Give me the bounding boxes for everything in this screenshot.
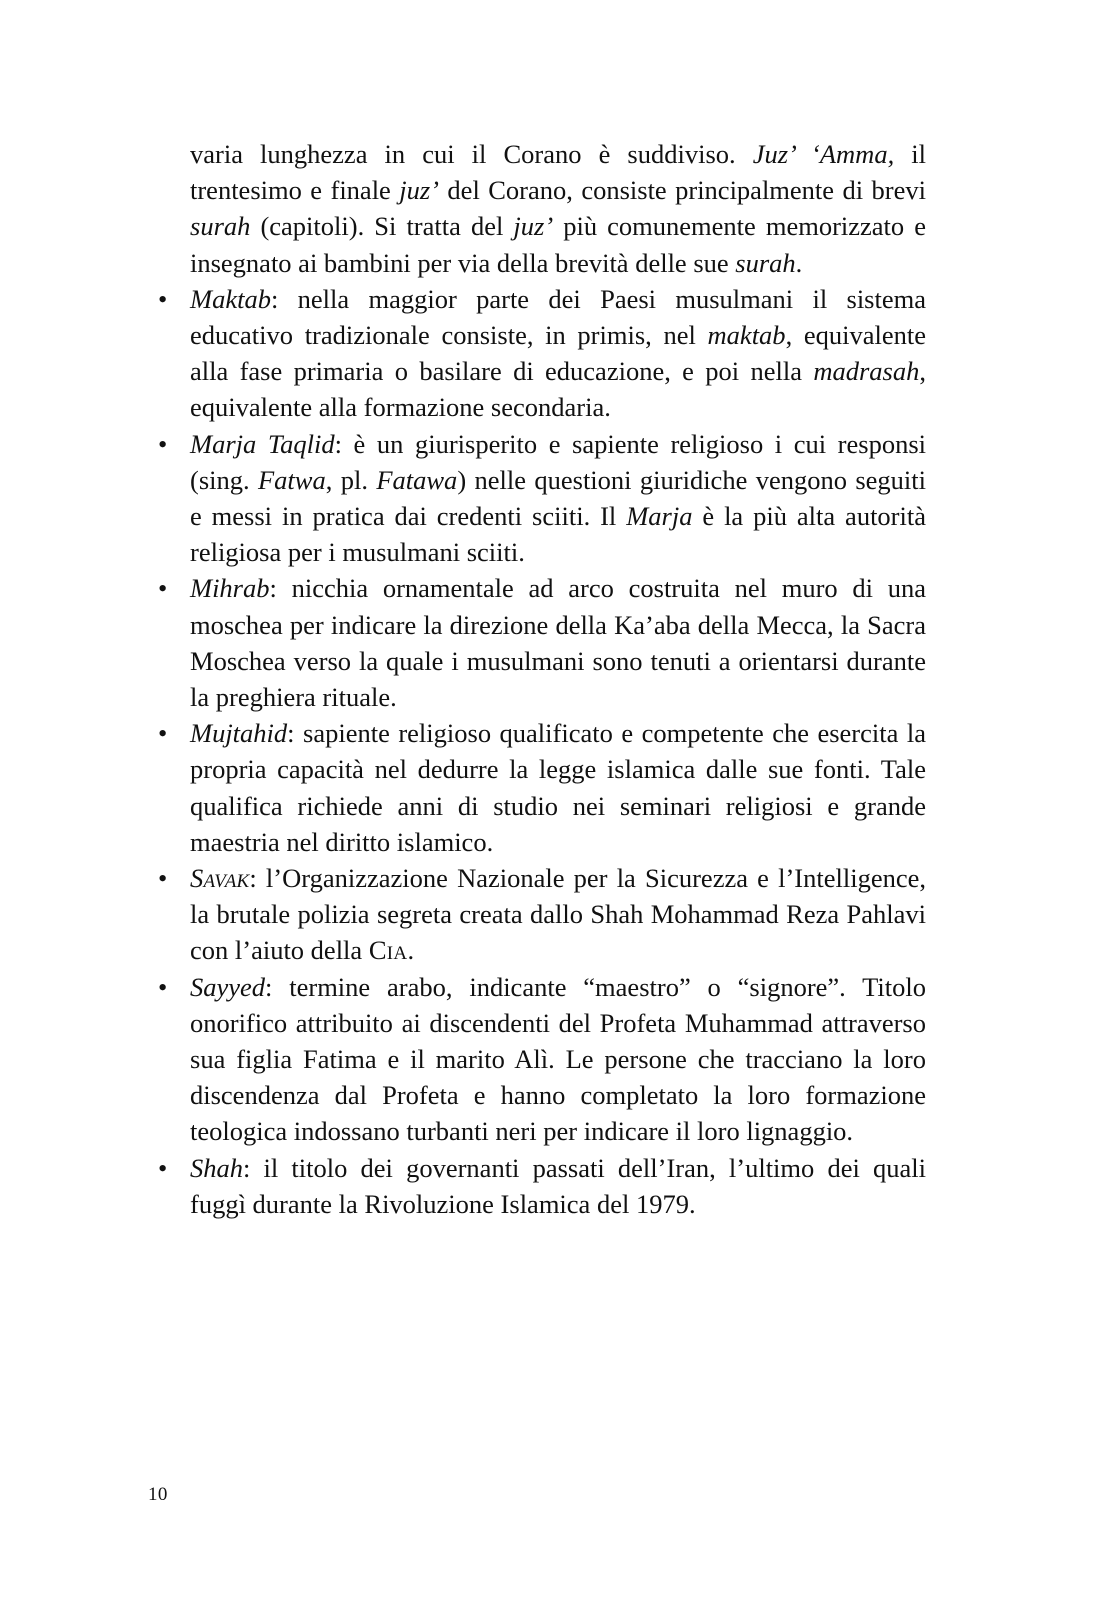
bullet-icon: • bbox=[158, 428, 168, 459]
italic-term: Savak bbox=[190, 863, 250, 894]
italic-term: Shah bbox=[190, 1152, 243, 1183]
glossary-entry-text: Sayyed: termine arabo, indicante “maestro” o “signore”. Titolo onorifico attribuito ai discendenti del Profeta Muhammad attraverso sua figlia Fatima e il marito Alì. Le persone che tracciano la loro discendenza dal Profeta e hanno completato la loro formazione teologica indossano turbanti neri per indicare il loro lignaggio. bbox=[190, 971, 926, 1147]
bullet-icon: • bbox=[158, 283, 168, 314]
italic-term: Marja Taqlid bbox=[190, 428, 335, 459]
italic-term: surah bbox=[190, 211, 251, 242]
italic-term: Marja bbox=[626, 501, 693, 532]
glossary-entry-text: Shah: il titolo dei governanti passati dell’Iran, l’ultimo dei quali fuggì durante la Rivoluzione Islamica del 1979. bbox=[190, 1152, 926, 1219]
glossary-entry-text: Savak: l’Organizzazione Nazionale per la Sicurezza e l’Intelligence, la brutale polizia segreta creata dallo Shah Mohammad Reza Pahlavi con l’aiuto della Cia. bbox=[190, 863, 926, 966]
lead-paragraph: varia lunghezza in cui il Corano è suddiviso. Juz’ ‘Amma, il trentesimo e finale juz’ del Corano, consiste principalmente di brevi surah (capitoli). Si tratta del juz’ più comunemente memorizzato e insegnato ai bambini per via della brevità delle sue surah. bbox=[190, 139, 927, 278]
acronym-text: Cia bbox=[368, 935, 408, 966]
italic-term: Fatwa bbox=[258, 464, 326, 495]
page-number: 10 bbox=[148, 1484, 168, 1505]
italic-term: madrasah bbox=[813, 356, 920, 387]
bullet-icon: • bbox=[158, 863, 168, 894]
glossary-entry bbox=[158, 715, 926, 860]
glossary-entry-text: Marja Taqlid: è un giurisperito e sapiente religioso i cui responsi (sing. Fatwa, pl. Fatawa) nelle questioni giuridiche vengono seguiti e messi in pratica dai credenti sciiti. Il Marja è la più alta autorità religiosa per i musulmani sciiti. bbox=[190, 428, 926, 568]
italic-term: Mujtahid bbox=[190, 718, 288, 749]
italic-term: maktab bbox=[707, 320, 786, 351]
glossary-entry bbox=[158, 570, 926, 715]
text-column bbox=[158, 136, 927, 1222]
bullet-icon: • bbox=[158, 971, 168, 1002]
glossary-entry bbox=[158, 969, 926, 1150]
italic-term: Mihrab bbox=[190, 573, 270, 604]
italic-term: juz’ bbox=[513, 211, 554, 242]
glossary-entry-text: Mihrab: nicchia ornamentale ad arco costruita nel muro di una moschea per indicare la direzione della Ka’aba della Mecca, la Sacra Moschea verso la quale i musulmani sono tenuti a orientarsi durante la preghiera rituale. bbox=[190, 573, 926, 713]
italic-term: Maktab bbox=[190, 283, 271, 314]
italic-term: surah bbox=[735, 247, 796, 278]
glossary-entry bbox=[158, 281, 927, 426]
italic-term: Juz’ ‘Amma, bbox=[752, 139, 895, 169]
glossary-entry-text: Maktab: nella maggior parte dei Paesi musulmani il sistema educativo tradizionale consiste, in primis, nel maktab, equivalente alla fase primaria o basilare di educazione, e poi nella madrasah, equivalente alla formazione secondaria. bbox=[190, 283, 927, 423]
glossary-entry bbox=[158, 426, 926, 571]
glossary-entry bbox=[158, 1150, 926, 1222]
italic-term: juz’ bbox=[399, 175, 439, 206]
bullet-icon: • bbox=[158, 573, 168, 604]
bullet-icon: • bbox=[158, 718, 168, 749]
glossary-entry bbox=[158, 860, 926, 969]
glossary-entry-text: Mujtahid: sapiente religioso qualificato e competente che esercita la propria capacità nel dedurre la legge islamica dalle sue fonti. Tale qualifica richiede anni di studio nei seminari religiosi e grande maestria nel diritto islamico. bbox=[190, 718, 926, 857]
italic-term: Sayyed bbox=[190, 971, 266, 1002]
bullet-icon: • bbox=[158, 1152, 168, 1183]
italic-term: Fatawa bbox=[376, 464, 458, 495]
glossary-list bbox=[158, 281, 927, 1222]
